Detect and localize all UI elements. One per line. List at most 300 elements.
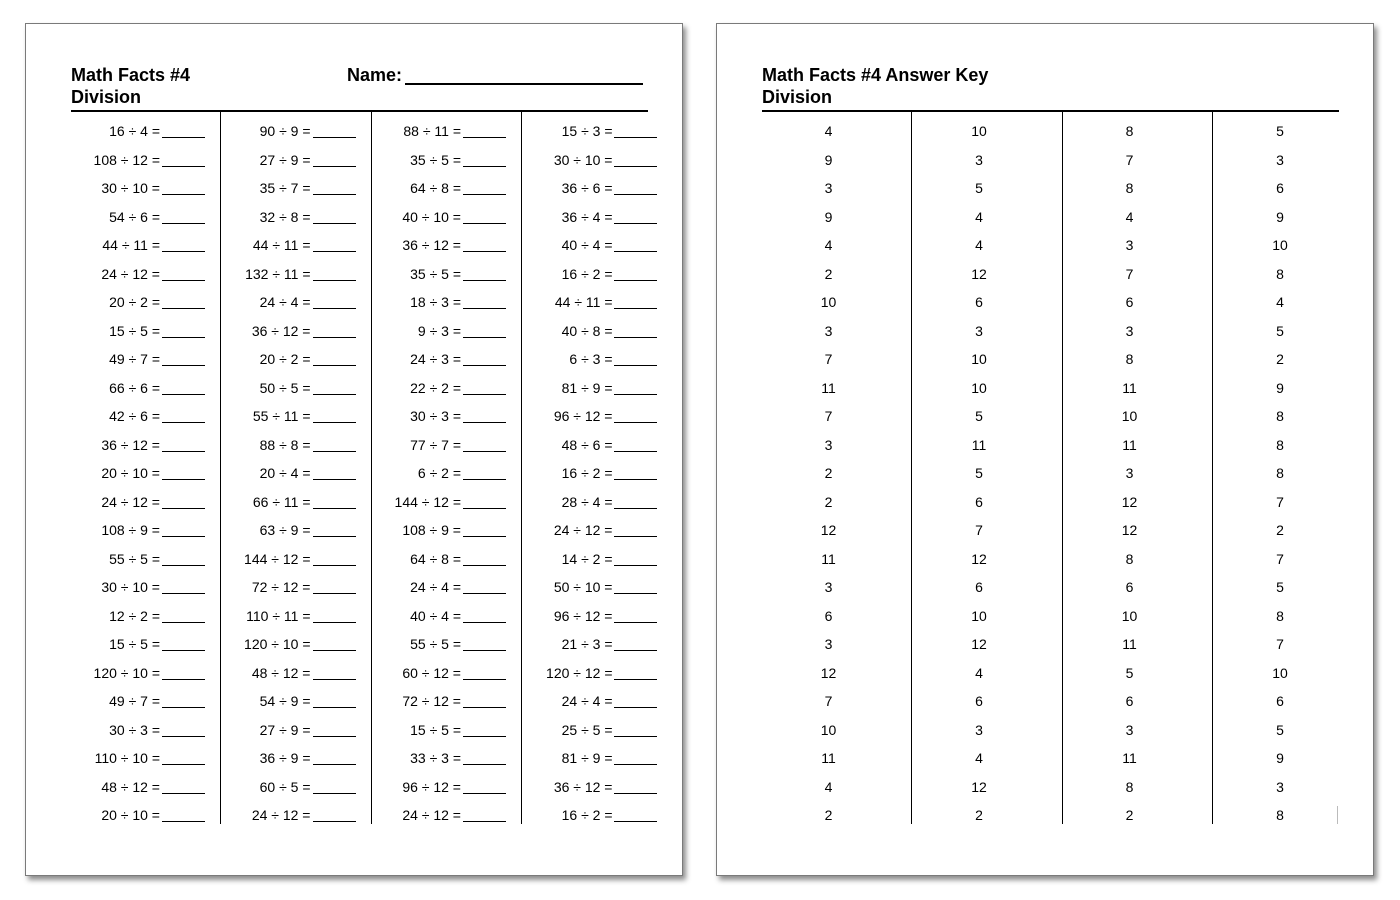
answer-row [1063, 369, 1212, 398]
answer-value: 6 [1276, 693, 1284, 709]
answer-row [913, 597, 1062, 626]
answer-row [1214, 682, 1364, 711]
answer-row [1063, 454, 1212, 483]
answer-blank[interactable] [463, 210, 506, 224]
answer-value: 8 [1276, 807, 1284, 823]
answer-value: 12 [1121, 522, 1138, 538]
answer-blank[interactable] [463, 666, 506, 680]
answer-blank[interactable] [313, 438, 356, 452]
answer-blank[interactable] [313, 381, 356, 395]
problem-row [71, 568, 220, 597]
answer-row [1063, 112, 1212, 141]
answer-blank[interactable] [313, 808, 356, 822]
answer-row [1063, 511, 1212, 540]
problem-row [523, 397, 673, 426]
problem-row [222, 483, 371, 512]
answer-blank[interactable] [614, 751, 657, 765]
answer-blank[interactable] [463, 381, 506, 395]
answer-row [913, 540, 1062, 569]
answer-blank[interactable] [162, 409, 205, 423]
answer-blank[interactable] [463, 552, 506, 566]
problem-row [523, 625, 673, 654]
answer-value: 3 [1125, 322, 1134, 339]
answer-value: 8 [1125, 123, 1134, 139]
problem-row [222, 255, 371, 284]
answer-blank[interactable] [614, 666, 657, 680]
problem-text: 24 ÷ 12 = [101, 493, 160, 510]
problem-text: 15 ÷ 3 = [561, 123, 613, 139]
answer-blank[interactable] [463, 295, 506, 309]
answer-blank[interactable] [614, 609, 657, 623]
problem-row [523, 511, 673, 540]
problem-column [222, 112, 372, 824]
problem-row [222, 141, 371, 170]
problem-text: 96 ÷ 12 = [402, 778, 461, 795]
problem-row [372, 511, 521, 540]
answer-row [1214, 198, 1364, 227]
answer-value: 4 [975, 208, 983, 225]
answer-blank[interactable] [463, 580, 506, 594]
answer-row [1063, 283, 1212, 312]
answer-blank[interactable] [162, 267, 205, 281]
problem-row [523, 768, 673, 797]
answer-value: 3 [824, 436, 833, 453]
problem-row [71, 226, 220, 255]
answer-blank[interactable] [463, 124, 506, 138]
answer-value: 12 [971, 778, 987, 795]
problem-row [372, 597, 521, 626]
answer-value: 7 [1125, 265, 1134, 282]
answer-value: 10 [1121, 408, 1138, 424]
answer-blank[interactable] [463, 352, 506, 366]
answer-blank[interactable] [162, 438, 205, 452]
answer-blank[interactable] [162, 780, 205, 794]
problem-text: 144 ÷ 12 = [394, 493, 461, 510]
problem-text: 48 ÷ 6 = [561, 436, 613, 453]
answer-row [913, 340, 1062, 369]
problem-text: 48 ÷ 12 = [101, 778, 160, 795]
problem-row [523, 739, 673, 768]
answer-value: 3 [1125, 237, 1134, 253]
answer-row [913, 682, 1062, 711]
answer-blank[interactable] [313, 694, 356, 708]
answer-row [1063, 169, 1212, 198]
problem-text: 16 ÷ 2 = [561, 807, 613, 823]
problem-text: 50 ÷ 10 = [553, 579, 613, 595]
answer-blank[interactable] [313, 153, 356, 167]
answer-blank[interactable] [313, 466, 356, 480]
problem-text: 90 ÷ 9 = [259, 123, 311, 139]
answer-blank[interactable] [162, 552, 205, 566]
answer-value: 3 [975, 322, 983, 339]
problem-text: 36 ÷ 12 = [101, 436, 160, 453]
problem-row [71, 483, 220, 512]
problem-column [372, 112, 522, 824]
answer-value: 6 [975, 579, 983, 595]
answer-value: 7 [975, 522, 983, 538]
answer-blank[interactable] [463, 609, 506, 623]
answer-blank[interactable] [463, 723, 506, 737]
problem-row [222, 169, 371, 198]
problem-row [523, 796, 673, 825]
answer-row [762, 198, 911, 227]
answer-blank[interactable] [162, 523, 205, 537]
answer-blank[interactable] [162, 181, 205, 195]
answer-blank[interactable] [614, 723, 657, 737]
answer-blank[interactable] [162, 723, 205, 737]
problem-text: 36 ÷ 9 = [259, 750, 311, 766]
problem-text: 108 ÷ 9 = [101, 522, 160, 538]
answer-row [913, 369, 1062, 398]
answer-blank[interactable] [614, 238, 657, 252]
problem-row [222, 597, 371, 626]
answer-blank[interactable] [313, 267, 356, 281]
answer-blank[interactable] [313, 181, 356, 195]
answer-blank[interactable] [463, 694, 506, 708]
answer-value: 3 [975, 721, 983, 738]
answer-row [762, 682, 911, 711]
answer-blank[interactable] [614, 808, 657, 822]
answer-value: 8 [1125, 180, 1134, 196]
problem-text: 35 ÷ 5 = [410, 151, 461, 168]
answer-row [762, 597, 911, 626]
problem-text: 49 ÷ 7 = [109, 693, 160, 709]
answer-blank[interactable] [162, 637, 205, 651]
answer-value: 6 [1125, 579, 1134, 595]
worksheet-header [71, 64, 648, 112]
answer-value: 11 [821, 550, 836, 567]
answer-blank[interactable] [162, 153, 205, 167]
problem-row [71, 312, 220, 341]
answer-value: 9 [824, 151, 833, 168]
answer-row [913, 654, 1062, 683]
problem-text: 20 ÷ 4 = [259, 465, 311, 481]
answer-row [762, 454, 911, 483]
problem-text: 64 ÷ 8 = [410, 550, 461, 567]
answer-blank[interactable] [614, 181, 657, 195]
problem-text: 35 ÷ 7 = [259, 180, 311, 196]
answer-blank[interactable] [463, 438, 506, 452]
problem-row [222, 226, 371, 255]
answer-blank[interactable] [614, 438, 657, 452]
answer-value: 4 [824, 237, 833, 253]
problem-text: 49 ÷ 7 = [109, 351, 160, 367]
answer-blank[interactable] [162, 466, 205, 480]
answer-blank[interactable] [313, 409, 356, 423]
problem-row [222, 768, 371, 797]
answer-blank[interactable] [313, 580, 356, 594]
answer-blank[interactable] [463, 808, 506, 822]
problem-row [71, 198, 220, 227]
answer-blank[interactable] [313, 609, 356, 623]
answer-blank[interactable] [614, 324, 657, 338]
problem-row [372, 340, 521, 369]
problem-row [222, 198, 371, 227]
answer-row [1063, 568, 1212, 597]
answer-value: 7 [824, 693, 833, 709]
answer-row [1214, 226, 1364, 255]
answer-blank[interactable] [313, 352, 356, 366]
problem-text: 16 ÷ 2 = [561, 465, 613, 481]
problem-text: 32 ÷ 8 = [259, 208, 311, 225]
answer-row [762, 283, 911, 312]
answer-blank[interactable] [162, 210, 205, 224]
problem-row [523, 711, 673, 740]
answer-row [762, 540, 911, 569]
problem-text: 6 ÷ 3 = [569, 351, 613, 367]
answer-blank[interactable] [463, 238, 506, 252]
answer-value: 5 [1276, 579, 1284, 595]
answer-blank[interactable] [463, 751, 506, 765]
answer-value: 2 [1125, 807, 1134, 823]
problem-row [222, 540, 371, 569]
answer-blank[interactable] [313, 723, 356, 737]
answer-value: 6 [975, 294, 983, 310]
answer-value: 4 [975, 750, 983, 766]
problem-text: 120 ÷ 10 = [93, 664, 160, 681]
answer-blank[interactable] [614, 381, 657, 395]
answer-value: 3 [824, 180, 833, 196]
answer-blank[interactable] [162, 666, 205, 680]
answer-value: 11 [821, 750, 836, 766]
answer-blank[interactable] [162, 495, 205, 509]
answer-blank[interactable] [162, 238, 205, 252]
name-field[interactable] [405, 83, 643, 85]
problem-text: 15 ÷ 5 = [109, 322, 160, 339]
answer-value: 2 [824, 465, 833, 481]
answer-value: 3 [1276, 151, 1284, 168]
problem-row [71, 141, 220, 170]
answer-value: 11 [1122, 379, 1137, 396]
answer-blank[interactable] [162, 580, 205, 594]
problem-row [71, 511, 220, 540]
problem-row [71, 426, 220, 455]
answer-row [762, 483, 911, 512]
answer-blank[interactable] [313, 124, 356, 138]
problem-row [372, 283, 521, 312]
answer-row [762, 255, 911, 284]
answer-row [1214, 141, 1364, 170]
answer-row [913, 768, 1062, 797]
problem-text: 25 ÷ 5 = [561, 721, 613, 738]
problem-row [523, 112, 673, 141]
problem-row [523, 568, 673, 597]
answer-row [1214, 340, 1364, 369]
answer-value: 7 [824, 351, 833, 367]
answer-value: 5 [1276, 721, 1284, 738]
problem-text: 40 ÷ 8 = [561, 322, 613, 339]
answer-blank[interactable] [313, 295, 356, 309]
answer-blank[interactable] [313, 210, 356, 224]
problem-row [71, 540, 220, 569]
answer-blank[interactable] [162, 124, 205, 138]
answer-value: 9 [824, 208, 833, 225]
answer-blank[interactable] [614, 495, 657, 509]
problem-row [523, 426, 673, 455]
problem-row [523, 682, 673, 711]
answer-row [1063, 711, 1212, 740]
answer-blank[interactable] [463, 466, 506, 480]
answer-value: 5 [1276, 123, 1284, 139]
problem-text: 30 ÷ 10 = [553, 151, 613, 168]
answer-value: 3 [824, 579, 833, 595]
answer-blank[interactable] [162, 381, 205, 395]
problem-text: 81 ÷ 9 = [561, 750, 613, 766]
problem-text: 44 ÷ 11 = [252, 237, 311, 253]
answer-blank[interactable] [463, 409, 506, 423]
answer-blank[interactable] [614, 153, 657, 167]
answer-blank[interactable] [614, 780, 657, 794]
problem-row [372, 426, 521, 455]
problem-row [71, 112, 220, 141]
problem-row [71, 283, 220, 312]
answer-blank[interactable] [313, 780, 356, 794]
problem-row [71, 169, 220, 198]
answer-key-page [716, 23, 1374, 876]
problem-text: 24 ÷ 12 = [553, 522, 613, 538]
answer-value: 3 [1276, 778, 1284, 795]
answer-blank[interactable] [162, 751, 205, 765]
problem-row [222, 397, 371, 426]
answer-blank[interactable] [614, 523, 657, 537]
problem-text: 66 ÷ 11 = [252, 493, 311, 510]
answer-blank[interactable] [463, 324, 506, 338]
problem-row [71, 340, 220, 369]
answer-blank[interactable] [162, 694, 205, 708]
answer-blank[interactable] [313, 495, 356, 509]
answer-row [762, 768, 911, 797]
answer-row [1214, 597, 1364, 626]
problem-text: 108 ÷ 12 = [93, 151, 160, 168]
answer-blank[interactable] [313, 751, 356, 765]
answer-row [762, 141, 911, 170]
answer-value: 9 [1276, 750, 1284, 766]
problem-text: 44 ÷ 11 = [554, 294, 613, 310]
answer-blank[interactable] [614, 124, 657, 138]
problem-row [71, 625, 220, 654]
answer-row [1214, 369, 1364, 398]
problem-row [372, 141, 521, 170]
answer-blank[interactable] [313, 552, 356, 566]
answer-value: 4 [824, 123, 833, 139]
problem-text: 36 ÷ 4 = [561, 208, 613, 225]
answer-row [1214, 255, 1364, 284]
problem-text: 36 ÷ 12 = [402, 237, 461, 253]
answer-value: 11 [1122, 636, 1137, 652]
problem-row [71, 768, 220, 797]
problem-text: 77 ÷ 7 = [410, 436, 461, 453]
answer-blank[interactable] [614, 694, 657, 708]
answer-row [1214, 283, 1364, 312]
answer-row [913, 141, 1062, 170]
answer-row [1063, 397, 1212, 426]
problem-row [372, 312, 521, 341]
answer-blank[interactable] [614, 580, 657, 594]
answer-row [1214, 739, 1364, 768]
problem-row [372, 454, 521, 483]
answer-value: 8 [1276, 465, 1284, 481]
problem-row [71, 796, 220, 825]
answer-blank[interactable] [614, 267, 657, 281]
problem-row [71, 397, 220, 426]
answer-blank[interactable] [614, 466, 657, 480]
problem-text: 24 ÷ 4 = [410, 579, 461, 595]
answer-value: 8 [1276, 436, 1284, 453]
answer-blank[interactable] [463, 780, 506, 794]
problem-text: 44 ÷ 11 = [102, 237, 160, 253]
answer-blank[interactable] [614, 295, 657, 309]
answer-row [762, 312, 911, 341]
answer-blank[interactable] [162, 808, 205, 822]
answer-row [1214, 112, 1364, 141]
problem-row [523, 454, 673, 483]
answer-blank[interactable] [614, 210, 657, 224]
answer-blank[interactable] [313, 666, 356, 680]
answer-blank[interactable] [463, 523, 506, 537]
problem-row [523, 369, 673, 398]
answer-row [762, 625, 911, 654]
answer-column [1063, 112, 1213, 824]
problem-text: 108 ÷ 9 = [402, 522, 461, 538]
problem-row [222, 682, 371, 711]
problem-text: 42 ÷ 6 = [109, 408, 160, 424]
answer-blank[interactable] [463, 153, 506, 167]
answer-row [762, 796, 911, 825]
problem-text: 72 ÷ 12 = [402, 693, 461, 709]
answer-value: 10 [1272, 237, 1288, 253]
answer-blank[interactable] [614, 352, 657, 366]
problem-row [523, 255, 673, 284]
answer-blank[interactable] [162, 295, 205, 309]
answer-blank[interactable] [463, 637, 506, 651]
answer-value: 6 [1125, 294, 1134, 310]
answer-blank[interactable] [162, 352, 205, 366]
answer-value: 11 [1122, 436, 1137, 453]
answer-blank[interactable] [463, 267, 506, 281]
problem-text: 64 ÷ 8 = [410, 180, 461, 196]
problem-row [222, 426, 371, 455]
answer-value: 4 [824, 778, 833, 795]
answer-blank[interactable] [162, 324, 205, 338]
answer-blank[interactable] [313, 523, 356, 537]
answer-column [1214, 112, 1364, 824]
answer-value: 5 [975, 408, 983, 424]
problem-text: 96 ÷ 12 = [553, 408, 613, 424]
answer-value: 11 [971, 436, 987, 453]
answer-blank[interactable] [463, 181, 506, 195]
answer-value: 4 [1276, 294, 1284, 310]
answer-blank[interactable] [313, 324, 356, 338]
answer-row [762, 426, 911, 455]
answer-value: 7 [1276, 550, 1284, 567]
answer-value: 12 [971, 265, 987, 282]
problem-row [222, 283, 371, 312]
problem-text: 54 ÷ 6 = [109, 208, 160, 225]
answer-blank[interactable] [614, 637, 657, 651]
problem-row [71, 454, 220, 483]
answer-blank[interactable] [162, 609, 205, 623]
answer-blank[interactable] [463, 495, 506, 509]
answer-row [913, 426, 1062, 455]
problem-row [523, 540, 673, 569]
name-label: Name: [347, 65, 403, 85]
answer-blank[interactable] [614, 409, 657, 423]
answer-value: 6 [1125, 693, 1134, 709]
problem-text: 28 ÷ 4 = [561, 493, 613, 510]
answer-blank[interactable] [614, 552, 657, 566]
answer-blank[interactable] [313, 637, 356, 651]
answer-blank[interactable] [313, 238, 356, 252]
